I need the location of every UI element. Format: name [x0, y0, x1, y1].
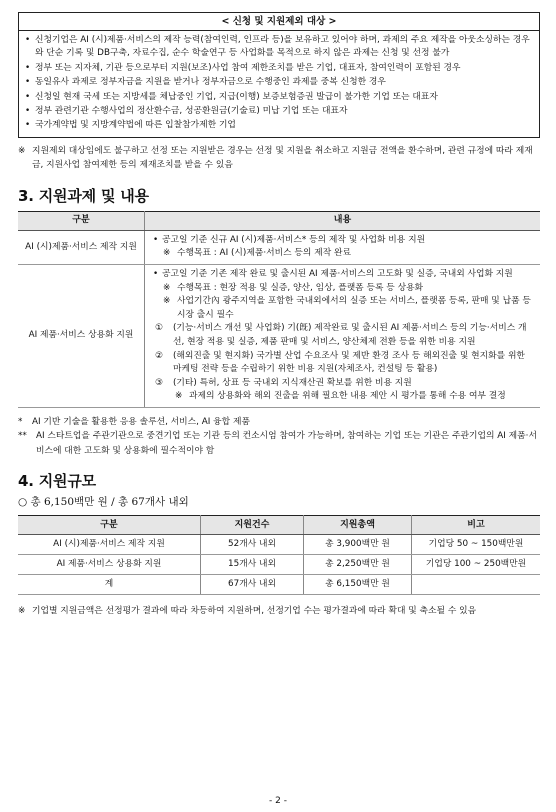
content-subnote	[153, 247, 534, 261]
table-cell: AI (시)제품·서비스 제작 지원	[18, 535, 201, 555]
page-number: - 2 -	[269, 796, 287, 806]
content-subnote	[153, 282, 534, 296]
eligibility-item: • 신청일 현재 국세 또는 지방세를 체납중인 기업, 지급(이행) 보증보험증권 발급이 불가한 기업 또는 대표자	[25, 91, 533, 104]
row-content	[145, 265, 541, 408]
numbered-text: (기타) 특허, 상표 등 국내외 지식재산권 확보를 위한 비용 지원	[173, 377, 412, 388]
document-page	[18, 12, 540, 619]
eligibility-note-text: 지원제외 대상임에도 불구하고 선정 또는 지원받은 경우는 선정 및 지원을 취소하고 지원금 전액을 환수하며, 관련 규정에 따라 제재금, 지원사업 참여제한 등의 제재조치를 받을 수 있음	[32, 145, 533, 171]
content-bullet: • 공고일 기준 기존 제작 완료 및 출시된 AI 제품·서비스의 고도화 및 실증, 국내외 사업화 지원	[153, 268, 534, 282]
eligibility-note	[18, 144, 540, 173]
footnote-mark: *	[18, 416, 23, 427]
subnote-text: 수행목표 : 현장 적용 및 실증, 양산, 임상, 플랫폼 등록 등 상용화	[177, 282, 424, 293]
row-category: AI (시)제품·서비스 제작 지원	[18, 230, 145, 264]
eligibility-box	[18, 12, 540, 138]
row-content	[145, 230, 541, 264]
footnote-text: AI 스타트업을 주관기관으로 중견기업 또는 기관 등의 컨소시엄 참여가 가능하며, 참여하는 기업 또는 기관은 주관기업의 AI 제품·서비스에 대한 고도화 및 상용화에 필수적이야 함	[36, 431, 537, 456]
subnote-text: 수행목표 : AI (시)제품·서비스 등의 제작 완료	[177, 248, 351, 259]
scale-note	[18, 604, 540, 619]
scale-note-text: 기업별 지원금액은 선정평가 결과에 따라 차등하여 지원하며, 선정기업 수는 평가결과에 따라 확대 및 축소될 수 있음	[32, 606, 477, 617]
eligibility-item: • 신청기업은 AI (시)제품·서비스의 제작 능력(참여인력, 인프라 등)을 보유하고 있어야 하며, 과제의 주요 제작을 아웃소싱하는 경우와 단순 기록 및 DB구축, 자료수집, 순수 학술연구 등 사업화를 목적으로 하지 않은 과제는 신청 및 선정 불가	[25, 34, 533, 61]
subnote-text: 사업기간內 광주지역을 포함한 국내외에서의 실증 또는 서비스, 플랫폼 등록, 판매 및 납품 등 시장 출시 필수	[177, 296, 531, 320]
eligibility-list	[19, 31, 539, 137]
table-cell: 기업당 50 ~ 150백만원	[412, 535, 541, 555]
table-row	[18, 230, 540, 264]
subnote-mark: ※	[163, 282, 171, 293]
numbered-text: (해외진출 및 현지화) 국가별 산업 수요조사 및 제반 환경 조사 등 해외진출 및 현지화를 위한 마케팅 전략 등을 수립하기 위한 비용 지원(자체조사, 컨설팅 등 활용)	[173, 350, 525, 375]
budget-summary: ○ 총 6,150백만 원 / 총 67개사 내외	[18, 496, 189, 509]
number-mark: ②	[155, 350, 163, 361]
note-mark: ※	[18, 145, 26, 156]
eligibility-item: • 국가계약법 및 지방계약법에 따른 입찰참가제한 기업	[25, 119, 533, 132]
row-category: AI 제품·서비스 상용화 지원	[18, 265, 145, 408]
footnote-text: AI 기반 기술을 활용한 응용 솔루션, 서비스, AI 융합 제품	[32, 416, 250, 427]
content-numbered-item	[153, 377, 534, 391]
subnote-mark: ※	[163, 248, 171, 259]
content-numbered-item	[153, 350, 534, 377]
numbered-subnote	[153, 390, 534, 404]
support-task-table	[18, 211, 540, 408]
table-cell: 총 6,150백만 원	[304, 575, 412, 595]
content-numbered-item	[153, 322, 534, 349]
eligibility-item: • 동일유사 과제로 정부자금을 지원을 받거나 정부자금으로 수행중인 과제를 중복 신청한 경우	[25, 76, 533, 89]
table-header: 지원총액	[304, 516, 412, 535]
table-cell: AI 제품·서비스 상용화 지원	[18, 555, 201, 575]
subnote-text: 과제의 상용화와 해외 진출을 위해 필요한 내용 제안 시 평가를 통해 수용 여부 결정	[189, 391, 506, 402]
footnote-mark: **	[18, 431, 27, 442]
subnote-mark: ※	[163, 296, 171, 307]
table-row	[18, 575, 540, 595]
table-cell: 15개사 내외	[201, 555, 304, 575]
table-cell: 총 3,900백만 원	[304, 535, 412, 555]
support-scale-table	[18, 515, 540, 595]
content-bullet: • 공고일 기준 신규 AI (시)제품·서비스* 등의 제작 및 사업화 비용 지원	[153, 234, 534, 248]
table-cell: 계	[18, 575, 201, 595]
table-row	[18, 555, 540, 575]
footnote-2	[18, 429, 540, 458]
footnote-1	[18, 415, 540, 430]
table-row	[18, 535, 540, 555]
numbered-text: (기능·서비스 개선 및 사업화) 기(旣) 제작완료 및 출시된 AI 제품·서비스 등의 기능·서비스 개선, 현장 적용 및 실증, 제품 판매 및 서비스, 양산체제 전환 등을 위한 비용 지원	[173, 323, 527, 347]
content-subnote	[153, 295, 534, 322]
note-mark: ※	[18, 606, 26, 617]
table-header: 지원건수	[201, 516, 304, 535]
table-header: 구분	[18, 516, 201, 535]
table-cell	[412, 575, 541, 595]
eligibility-title: < 신청 및 지원제외 대상 >	[19, 13, 539, 31]
eligibility-item: • 정부 관련기관 수행사업의 정산환수금, 성공환원금(기술료) 미납 기업 또는 대표자	[25, 105, 533, 118]
number-mark: ③	[155, 377, 163, 388]
subnote-mark: ※	[175, 391, 183, 402]
table-cell: 67개사 내외	[201, 575, 304, 595]
table-cell: 52개사 내외	[201, 535, 304, 555]
eligibility-item: • 정부 또는 지자체, 기관 등으로부터 지원(보조)사업 참여 제한조치를 받은 기업, 대표자, 참여인력이 포함된 경우	[25, 62, 533, 75]
number-mark: ①	[155, 323, 163, 334]
table-cell: 기업당 100 ~ 250백만원	[412, 555, 541, 575]
section-3-title: 3. 지원과제 및 내용	[18, 186, 149, 205]
section-4-title: 4. 지원규모	[18, 472, 96, 491]
table-cell: 총 2,250백만 원	[304, 555, 412, 575]
table-header-content: 내용	[145, 211, 541, 230]
table-row	[18, 265, 540, 408]
table-header: 비고	[412, 516, 541, 535]
table-header-category: 구분	[18, 211, 145, 230]
